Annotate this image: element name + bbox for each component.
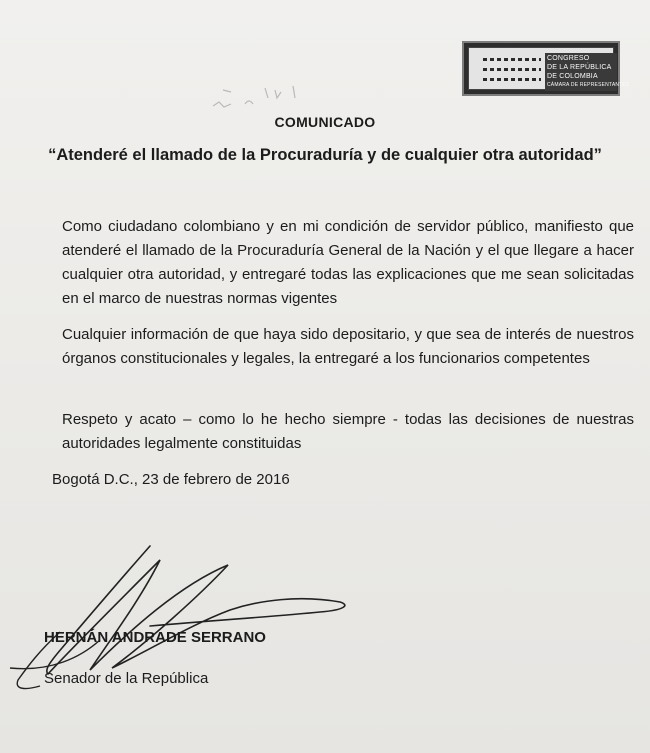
logo-line: DE COLOMBIA: [547, 73, 598, 80]
paragraph-3: Respeto y acato – como lo he hecho siempre - todas las decisiones de nuestras autoridades legalmente constituidas: [62, 411, 634, 452]
signer-role: Senador de la República: [44, 670, 209, 687]
logo-dot-pattern: [483, 56, 541, 88]
paragraph-2: Cualquier información de que haya sido depositario, y que sea de interés de nuestros órganos constitucionales y legales, la entregaré a los funcionarios competentes: [62, 326, 634, 367]
signer-name: HERNÁN ANDRADE SERRANO: [44, 629, 266, 646]
faded-stamp-mark: [205, 76, 315, 116]
document-title: COMUNICADO: [274, 114, 376, 130]
date-line: Bogotá D.C., 23 de febrero de 2016: [52, 471, 290, 488]
congress-logo: [462, 41, 630, 96]
logo-line: CONGRESO: [547, 55, 590, 62]
logo-line: CÁMARA DE REPRESENTANTES: [547, 82, 630, 88]
logo-text: [545, 53, 630, 91]
logo-line: DE LA REPÚBLICA: [547, 64, 612, 71]
document-subtitle: “Atenderé el llamado de la Procuraduría y de cualquier otra autoridad”: [48, 146, 602, 164]
logo-inner-frame: [468, 47, 630, 90]
paragraph-1: Como ciudadano colombiano y en mi condición de servidor público, manifiesto que atenderé el llamado de la Procuraduría General de la Nación y el que llegare a hacer cualquier otra autoridad, y entregaré todas las explicaciones que me sean solicitadas en el marco de nuestras normas vigentes: [62, 218, 634, 307]
